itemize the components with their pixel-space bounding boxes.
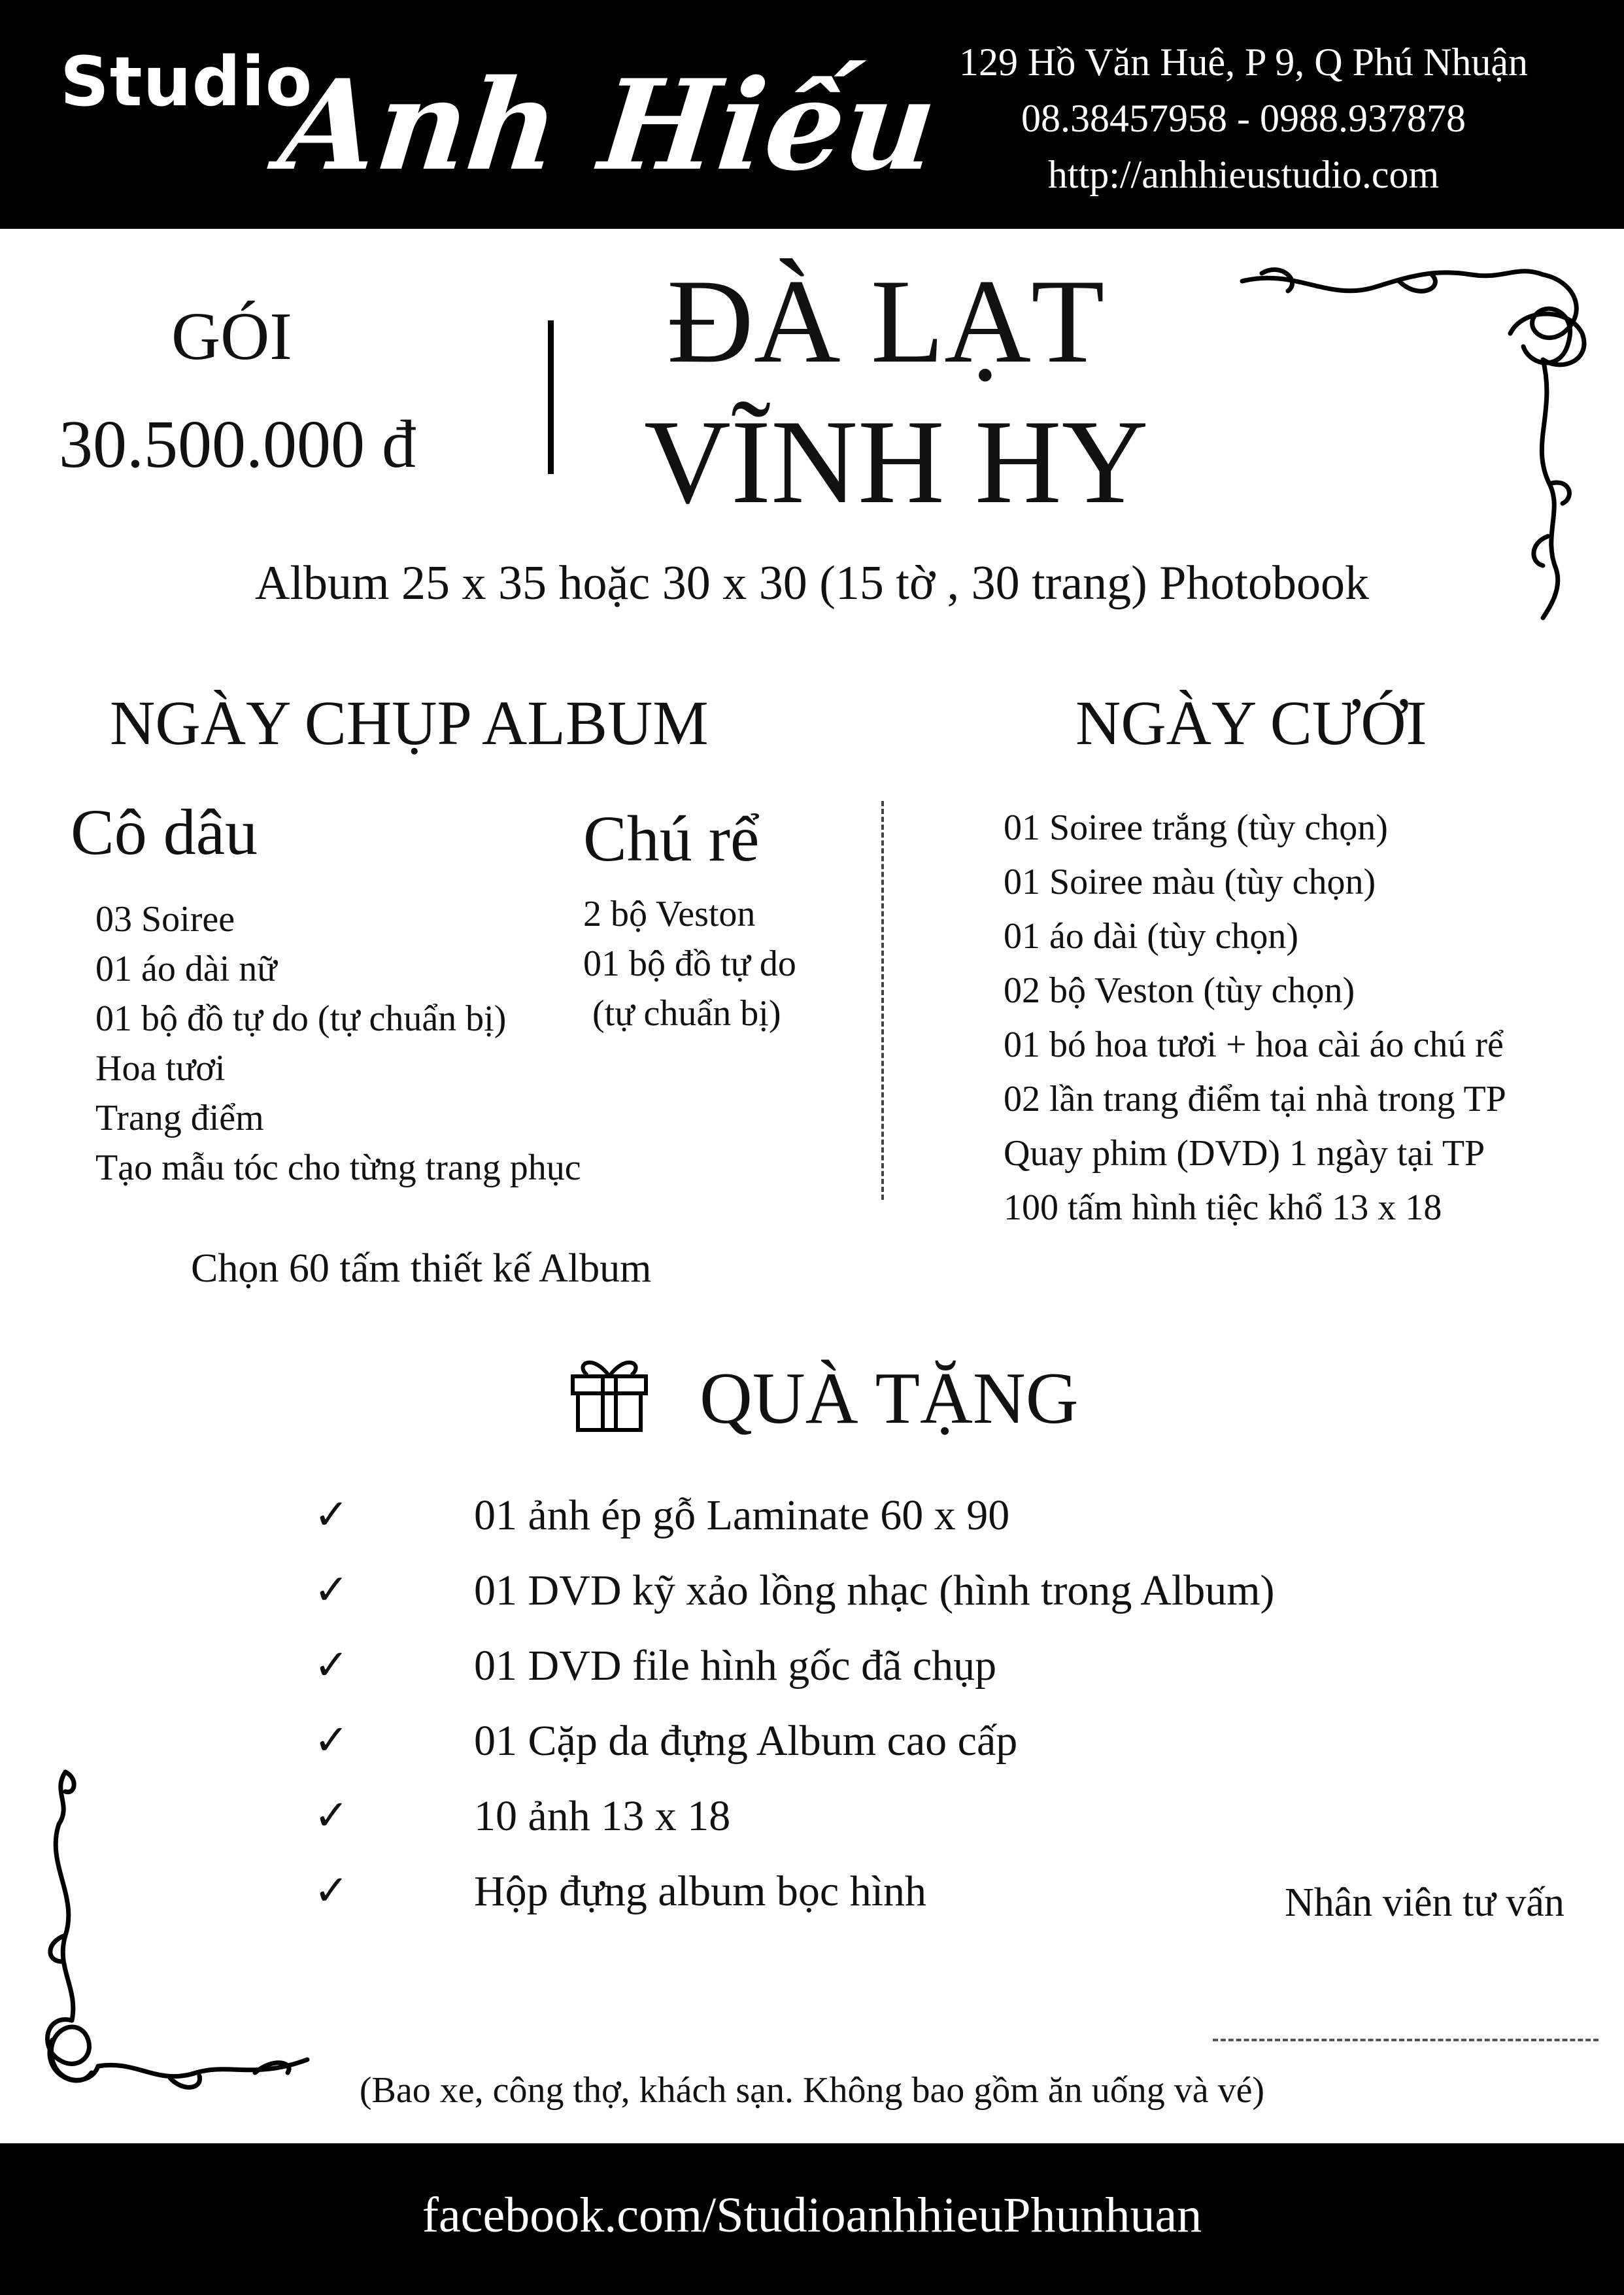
address-text: 129 Hồ Văn Huê, P 9, Q Phú Nhuận [959, 41, 1528, 84]
list-item: Quay phim (DVD) 1 ngày tại TP [1004, 1133, 1485, 1174]
gift-item-text: 01 DVD kỹ xảo lồng nhạc (hình trong Album) [474, 1567, 1275, 1614]
package-price: 30.500.000 đ [59, 407, 416, 482]
album-spec-text: Album 25 x 35 hoặc 30 x 30 (15 tờ , 30 trang) Photobook [255, 556, 1369, 610]
logo-brand-text: Anh Hiếu [273, 52, 943, 198]
groom-heading: Chú rể [583, 802, 760, 875]
checkmark-icon: ✓ [314, 1792, 349, 1840]
list-item: 100 tấm hình tiệc khổ 13 x 18 [1004, 1187, 1442, 1228]
checkmark-icon: ✓ [314, 1491, 349, 1539]
gifts-heading: QUÀ TẶNG [700, 1358, 1079, 1439]
gift-item-text: 01 ảnh ép gỗ Laminate 60 x 90 [474, 1491, 1010, 1539]
shoot-day-heading: NGÀY CHỤP ALBUM [110, 688, 709, 758]
checkmark-icon: ✓ [314, 1641, 349, 1690]
package-title-line2: VĨNH HY [644, 395, 1149, 528]
gift-item-text: 01 Cặp da đựng Album cao cấp [474, 1717, 1018, 1765]
list-item: 02 lần trang điểm tại nhà trong TP [1004, 1079, 1506, 1119]
section-divider [881, 801, 884, 1200]
list-item: 02 bộ Veston (tùy chọn) [1004, 970, 1355, 1011]
groom-items-list [583, 889, 796, 1038]
checkmark-icon: ✓ [314, 1566, 349, 1614]
list-item: (tự chuẩn bị) [583, 993, 781, 1034]
album-select-note: Chọn 60 tấm thiết kế Album [191, 1246, 652, 1291]
wedding-items-list [1004, 801, 1506, 1235]
list-item: 01 bộ đồ tự do [583, 944, 796, 984]
list-item: 03 Soiree [95, 899, 235, 940]
list-item: 01 Soiree màu (tùy chọn) [1004, 862, 1376, 902]
list-item: Hoa tươi [95, 1048, 226, 1089]
bride-items-list [95, 894, 581, 1193]
website-link[interactable]: http://anhhieustudio.com [1047, 153, 1440, 196]
list-item: Tạo mẫu tóc cho từng trang phục [95, 1148, 581, 1188]
contact-block [897, 34, 1590, 203]
wedding-day-heading: NGÀY CƯỚI [1075, 688, 1427, 758]
list-item: 01 bộ đồ tự do (tự chuẩn bị) [95, 998, 507, 1039]
phone-text: 08.38457958 - 0988.937878 [1021, 97, 1466, 140]
list-item: 01 bó hoa tươi + hoa cài áo chú rể [1004, 1025, 1504, 1065]
list-item: 01 áo dài nữ [95, 949, 277, 989]
footnote-text: (Bao xe, công thợ, khách sạn. Không bao gồm ăn uống và vé) [359, 2070, 1265, 2111]
package-title-line1: ĐÀ LẠT [667, 254, 1105, 388]
gift-box-icon [567, 1350, 651, 1434]
gift-item-text: 01 DVD file hình gốc đã chụp [474, 1642, 997, 1690]
list-item: Trang điểm [95, 1098, 264, 1138]
gift-item-text: 10 ảnh 13 x 18 [474, 1792, 731, 1840]
list-item: 01 áo dài (tùy chọn) [1004, 916, 1298, 957]
signature-line [1213, 2039, 1599, 2041]
list-item: 2 bộ Veston [583, 894, 756, 934]
logo-studio-text: Studio [60, 42, 313, 122]
title-divider [548, 320, 554, 474]
gift-item-text: Hộp đựng album bọc hình [474, 1867, 927, 1915]
advisor-label: Nhân viên tư vấn [1285, 1880, 1565, 1925]
list-item: 01 Soiree trắng (tùy chọn) [1004, 808, 1388, 848]
facebook-link[interactable]: facebook.com/StudioanhhieuPhunhuan [422, 2188, 1202, 2243]
bride-heading: Cô dâu [71, 796, 258, 868]
corner-ornament-icon [39, 1765, 314, 2105]
package-label: GÓI [171, 299, 292, 374]
checkmark-icon: ✓ [314, 1867, 349, 1915]
checkmark-icon: ✓ [314, 1716, 349, 1765]
